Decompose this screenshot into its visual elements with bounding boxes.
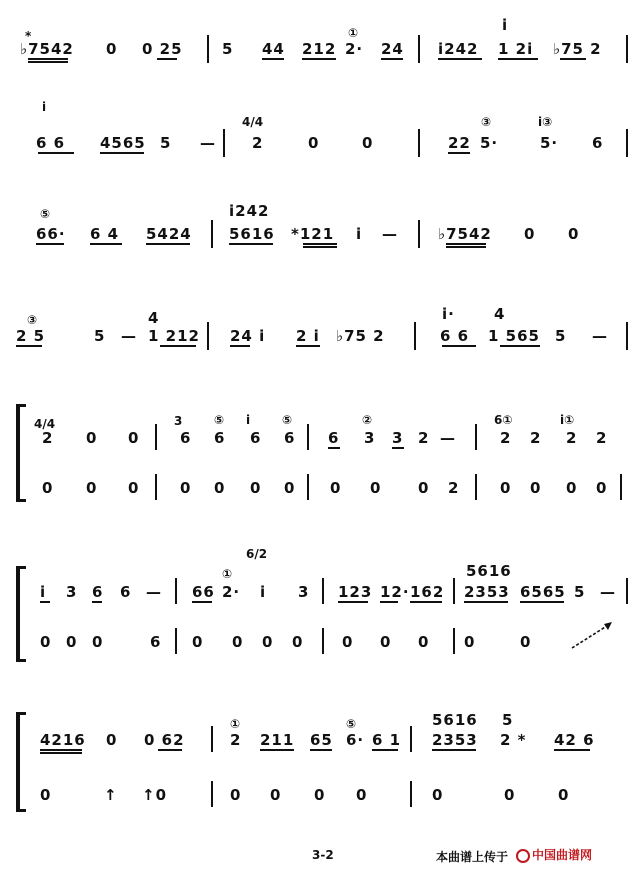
note-group: 211 [260,731,295,749]
note-group: 4216 [40,731,86,749]
underline [310,749,332,751]
dash: — [592,327,608,345]
underline [28,61,68,63]
note: 2 [42,429,54,447]
bracket-cap [16,809,26,812]
rest: 0 [464,633,476,651]
note-group: 123 [338,583,373,601]
dash: — [146,583,162,601]
dash: — [600,583,616,601]
note-group: i242 [438,40,479,58]
underline [296,345,320,347]
barline [307,424,309,450]
note-group: ♭75 2 [553,40,602,58]
rest: 0 [370,479,382,497]
string-mark: ⑤ [40,207,51,221]
fingering: 3 [174,414,183,428]
barline [307,474,309,500]
note: 5 [222,40,234,58]
string-mark: i [42,100,47,114]
note: 2 [566,429,578,447]
chord-top: 5 [502,711,514,729]
barline [418,220,420,248]
underline [446,246,486,248]
note-group: 44 [262,40,285,58]
note: 2 [252,134,264,152]
rest: 0 [230,786,242,804]
note-group: ♭7542 [438,225,492,243]
note-group: 5616 [229,225,275,243]
underline [28,58,68,60]
note-group: 6 6 [36,134,66,152]
underline [157,58,177,60]
rest: 0 [342,633,354,651]
note: i [40,583,47,601]
barline [626,578,628,604]
underline [442,345,476,347]
barline [626,129,628,157]
barline [410,781,412,807]
rest: 0 [380,633,392,651]
underline [229,243,273,245]
note-group: 65 [310,731,333,749]
system-bracket [16,712,20,812]
bracket-cap [16,712,26,715]
note: 5 [555,327,567,345]
note-group: 2 5 [16,327,46,345]
note-group: 2 * [500,731,527,749]
rest: 0 [418,479,430,497]
underline [438,58,482,60]
system-bracket [16,566,20,662]
underline [432,749,476,751]
note: 2 [596,429,608,447]
barline [322,578,324,604]
underline [262,58,284,60]
barline [223,129,225,157]
rest: 0 [128,479,140,497]
rest: 0 [270,786,282,804]
note-group: 6 6 [440,327,470,345]
rest: 0 [356,786,368,804]
barline [211,781,213,807]
rest: 0 [520,633,532,651]
rest: 0 [558,786,570,804]
accent-mark: * [25,29,32,43]
grace-note: 6/2 [246,547,268,561]
rest: 0 [284,479,296,497]
note: 2· [222,583,241,601]
site-logo-text: 中国曲谱网 [532,848,593,862]
string-mark: ① [230,717,241,731]
rest: 0 [524,225,536,243]
underline [381,58,403,60]
underline [392,447,404,449]
site-logo[interactable] [516,846,592,863]
underline [90,243,122,245]
barline [207,322,209,350]
logo-mark-icon [516,849,530,863]
rest: 0 [106,731,118,749]
rest: 0 [262,633,274,651]
underline [380,601,398,603]
string-mark: ① [222,567,233,581]
rest-arrow: ↑ [104,786,118,804]
underline [498,58,538,60]
string-mark: ③ [27,313,38,327]
chord-top: 4 [148,309,160,327]
barline [155,474,157,500]
underline [500,345,540,347]
rest: 0 [292,633,304,651]
time-signature: 4/4 [242,115,264,129]
string-mark: ⑤ [214,413,225,427]
underline [303,243,337,245]
note: 6 [150,633,162,651]
rest: 0 [596,479,608,497]
underline [36,243,64,245]
rest: 0 [568,225,580,243]
barline [418,129,420,157]
note: 3 [66,583,78,601]
barline [475,424,477,450]
rest: 0 [128,429,140,447]
barline [453,578,455,604]
underline [338,601,368,603]
note: 5 [574,583,586,601]
note-group: 2353 [432,731,478,749]
note-group: *121 [291,225,335,243]
underline [40,752,82,754]
barline [175,628,177,654]
bracket-cap [16,404,26,407]
rest: 0 [330,479,342,497]
underline [192,601,212,603]
string-mark: i③ [538,115,553,129]
chord-top: 5616 [466,562,512,580]
note: 5 [160,134,172,152]
note-group: 0 25 [142,40,183,58]
barline [475,474,477,500]
note: 6 [92,583,104,601]
time-signature: 4/4 [34,417,56,431]
rest: 0 [92,633,104,651]
barline [410,726,412,752]
system-bracket [16,404,20,502]
note: 3 [364,429,376,447]
underline [92,601,102,603]
rest: 0 [362,134,374,152]
chord-top: i [502,16,509,34]
underline [464,601,508,603]
dash: — [382,225,398,243]
underline [328,447,340,449]
underline [260,749,294,751]
note-group: 212 [302,40,337,58]
underline [40,749,82,751]
underline [560,58,586,60]
bracket-cap [16,566,26,569]
note-group: ♭75 2 [336,327,385,345]
rest: 0 [86,429,98,447]
note-group: 22 [448,134,471,152]
note-group: 6565 [520,583,566,601]
note: 6 [180,429,192,447]
note: 2 [418,429,430,447]
note-group: 24 i [230,327,266,345]
note-group: 5424 [146,225,192,243]
bracket-cap [16,499,26,502]
underline [230,345,250,347]
chord-top: i· [442,305,455,323]
note: 2· [345,40,364,58]
note: 2 [448,479,460,497]
note-group: 1 2i [498,40,534,58]
rest: 0 [314,786,326,804]
note: 5 [94,327,106,345]
string-mark: ⑤ [346,717,357,731]
underline [146,243,190,245]
chord-top: 4 [494,305,506,323]
note: 2 [530,429,542,447]
note: i [356,225,363,243]
rest: 0 [432,786,444,804]
note: 3 [298,583,310,601]
note: 6 [250,429,262,447]
barline [626,35,628,63]
rest: 0 [40,633,52,651]
dash: — [121,327,137,345]
note: 6 [214,429,226,447]
note: 3 [392,429,404,447]
underline [303,246,337,248]
rest: 0 [106,40,118,58]
underline [38,152,74,154]
underline [160,345,196,347]
note-group: 2 i [296,327,320,345]
rest: 0 [66,633,78,651]
note: 5· [480,134,499,152]
note-group: 66· [36,225,66,243]
note: 6 [328,429,340,447]
chord-top: i242 [229,202,270,220]
underline [16,345,42,347]
rest: 0 [250,479,262,497]
rest: 0 [180,479,192,497]
rest: 0 [418,633,430,651]
note: 6 [120,583,132,601]
rest-arrow: ↑0 [142,786,168,804]
underline [158,749,182,751]
underline [520,601,564,603]
rest: 0 [40,786,52,804]
underline [448,152,470,154]
rest: 0 [530,479,542,497]
string-mark: 6① [494,413,513,427]
note: 5· [540,134,559,152]
glissando-line [570,618,614,650]
barline [414,322,416,350]
barline [207,35,209,63]
bracket-cap [16,659,26,662]
rest: 0 [42,479,54,497]
underline [446,243,486,245]
underline [302,58,336,60]
underline [554,749,590,751]
upload-notice: 本曲谱上传于 [436,850,509,864]
barline [418,35,420,63]
barline [155,424,157,450]
barline [322,628,324,654]
rest: 0 [214,479,226,497]
rest: 0 [504,786,516,804]
string-mark: ① [348,26,359,40]
dash: — [440,429,456,447]
underline [100,152,144,154]
string-mark: i① [560,413,575,427]
string-mark: ⑤ [282,413,293,427]
note-group: 2353 [464,583,510,601]
note-group: 66 [192,583,215,601]
barline [211,726,213,752]
rest: 0 [308,134,320,152]
string-mark: ③ [481,115,492,129]
note-group: 6 1 [372,731,402,749]
note-group: 162 [410,583,445,601]
chord-top: 5616 [432,711,478,729]
note-group: 0 62 [144,731,185,749]
note: 6 [592,134,604,152]
barline [626,322,628,350]
note: 2 [500,429,512,447]
note-group: 6 4 [90,225,120,243]
note: 2 [230,731,242,749]
rest: 0 [192,633,204,651]
note: i [260,583,267,601]
rest: 0 [86,479,98,497]
note-group: ♭7542 [20,40,74,58]
barline [620,474,622,500]
barline [453,628,455,654]
dash: — [200,134,216,152]
rest: 0 [566,479,578,497]
barline [211,220,213,248]
underline [410,601,442,603]
note-group: 12· [380,583,410,601]
note-group: 1 212 [148,327,200,345]
underline [40,601,50,603]
note-group: 1 565 [488,327,540,345]
page-number: 3-2 [312,848,334,862]
note-group: 42 6 [554,731,595,749]
rest: 0 [232,633,244,651]
barline [175,578,177,604]
string-mark: ② [362,413,373,427]
underline [372,749,398,751]
note-group: 24 [381,40,404,58]
note: 6 [284,429,296,447]
fingering: i [246,413,251,427]
rest: 0 [500,479,512,497]
note-group: 4565 [100,134,146,152]
note: 6· [346,731,365,749]
